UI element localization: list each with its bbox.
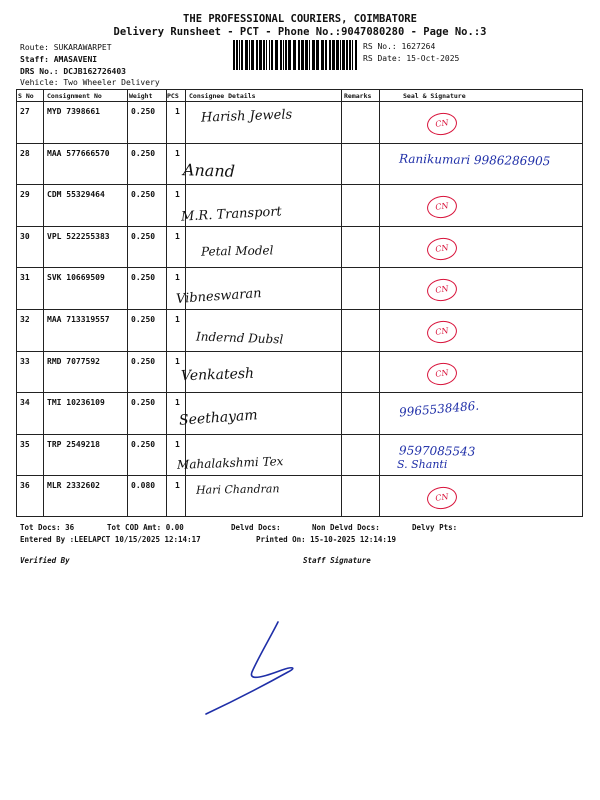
cn-stamp: CN	[426, 194, 459, 220]
drs-label: DRS No.:	[20, 67, 59, 76]
rs-date-label: RS Date:	[363, 54, 402, 63]
staff-label: Staff:	[20, 55, 49, 64]
receiver-name: S. Shanti	[397, 457, 448, 471]
barcode-icon	[233, 40, 359, 70]
serial-number: 31	[20, 273, 30, 283]
receiver-signature: 9965538486.	[398, 398, 480, 420]
vehicle-label: Vehicle:	[20, 78, 59, 87]
col-header-seal-signature: Seal & Signature	[403, 92, 466, 100]
staff-line	[20, 55, 97, 64]
table-row	[17, 101, 582, 143]
weight-value: 0.250	[131, 190, 156, 200]
printed-on: Printed On: 15-10-2025 12:14:19	[256, 535, 396, 544]
consignment-number: RMD 7077592	[47, 356, 100, 366]
tot-cod-amount: Tot COD Amt: 0.00	[107, 523, 184, 532]
weight-value: 0.250	[131, 356, 156, 366]
non-delivered-docs: Non Delvd Docs:	[312, 523, 380, 532]
consignee-handwriting: Petal Model	[200, 243, 274, 259]
receiver-signature: Ranikumari 9986286905	[398, 151, 551, 168]
drs-value: DCJB162726403	[63, 67, 126, 76]
consignment-number: MAA 577666570	[47, 148, 110, 158]
vehicle-line	[20, 78, 160, 87]
consignee-handwriting: Mahalakshmi Tex	[176, 453, 284, 472]
pcs-value: 1	[175, 148, 180, 158]
receiver-signature: 9597085543	[398, 443, 476, 459]
pcs-value: 1	[175, 481, 180, 491]
weight-value: 0.250	[131, 315, 156, 324]
rs-no-value: 1627264	[401, 42, 436, 51]
serial-number: 32	[20, 315, 30, 324]
pcs-value: 1	[175, 398, 180, 408]
consignee-handwriting: Anand	[182, 159, 236, 181]
route-label: Route:	[20, 43, 49, 52]
cn-stamp: CN	[426, 485, 459, 511]
pcs-value: 1	[175, 315, 180, 324]
serial-number: 30	[20, 231, 30, 241]
delivery-points: Delvy Pts:	[412, 523, 458, 532]
consignee-handwriting: Vibneswaran	[175, 286, 263, 308]
col-header-pcs: PCS	[167, 92, 179, 100]
pcs-value: 1	[175, 273, 180, 283]
serial-number: 28	[20, 148, 30, 158]
weight-value: 0.250	[131, 439, 156, 449]
table-row	[17, 392, 582, 434]
rs-date-line	[363, 54, 459, 63]
pcs-value: 1	[175, 439, 180, 449]
table-row	[17, 226, 582, 268]
consignee-handwriting: M.R. Transport	[180, 204, 283, 225]
consignment-number: CDM 55329464	[47, 190, 105, 200]
table-row	[17, 309, 582, 351]
tot-docs: Tot Docs: 36	[20, 523, 75, 532]
cn-stamp: CN	[426, 236, 459, 262]
cn-stamp: CN	[426, 277, 459, 303]
entered-by: Entered By :LEELAPCT 10/15/2025 12:14:17	[20, 535, 201, 544]
table-row	[17, 267, 582, 309]
weight-value: 0.250	[131, 273, 156, 283]
route-line	[20, 43, 112, 52]
runsheet-table	[16, 89, 583, 517]
col-header-remarks: Remarks	[344, 92, 372, 100]
serial-number: 36	[20, 481, 30, 491]
staff-signature-scribble	[200, 610, 330, 720]
pcs-value: 1	[175, 190, 180, 200]
consignee-handwriting: Hari Chandran	[195, 482, 280, 498]
consignment-number: TRP 2549218	[47, 439, 100, 449]
weight-value: 0.250	[131, 231, 156, 241]
table-row	[17, 351, 582, 393]
consignment-number: MLR 2332602	[47, 481, 100, 491]
staff-signature-label: Staff Signature	[303, 556, 371, 565]
pcs-value: 1	[175, 231, 180, 241]
col-header-sno: S No	[18, 92, 34, 100]
consignee-handwriting: Harish Jewels	[200, 107, 293, 126]
serial-number: 33	[20, 356, 30, 366]
serial-number: 29	[20, 190, 30, 200]
staff-value: AMASAVENI	[53, 55, 98, 64]
route-value: SUKARAWARPET	[53, 43, 112, 52]
table-row	[17, 434, 582, 476]
cn-stamp: CN	[426, 111, 459, 137]
consignment-number: MYD 7398661	[47, 107, 100, 116]
rs-date-value: 15-Oct-2025	[406, 54, 460, 63]
weight-value: 0.250	[131, 398, 156, 408]
pcs-value: 1	[175, 107, 180, 116]
cn-stamp: CN	[426, 361, 459, 387]
rs-no-line	[363, 42, 435, 51]
drs-line	[20, 67, 126, 76]
runsheet-subtitle: Delivery Runsheet - PCT - Phone No.:9047080280 - Page No.:3	[113, 26, 487, 38]
serial-number: 35	[20, 439, 30, 449]
serial-number: 34	[20, 398, 30, 408]
pcs-value: 1	[175, 356, 180, 366]
table-row	[17, 475, 582, 517]
rs-no-label: RS No.:	[363, 42, 397, 51]
serial-number: 27	[20, 107, 30, 116]
company-title: THE PROFESSIONAL COURIERS, COIMBATORE	[183, 13, 417, 25]
vehicle-value: Two Wheeler Delivery	[63, 78, 160, 87]
consignment-number: VPL 522255383	[47, 231, 110, 241]
weight-value: 0.250	[131, 107, 156, 116]
table-row	[17, 143, 582, 185]
consignee-handwriting: Seethayam	[178, 407, 259, 429]
delivered-docs: Delvd Docs:	[231, 523, 281, 532]
consignment-number: SVK 10669509	[47, 273, 105, 283]
consignment-number: TMI 10236109	[47, 398, 105, 408]
weight-value: 0.080	[131, 481, 156, 491]
consignee-handwriting: Venkatesh	[180, 365, 255, 384]
consignment-number: MAA 713319557	[47, 315, 110, 324]
col-header-weight: Weight	[129, 92, 153, 100]
verified-by-label: Verified By	[20, 556, 70, 565]
consignee-handwriting: Indernd Dubsl	[195, 329, 284, 347]
col-header-consignment: Consignment No	[47, 92, 102, 100]
table-row	[17, 184, 582, 226]
col-header-consignee: Consignee Details	[189, 92, 256, 100]
weight-value: 0.250	[131, 148, 156, 158]
cn-stamp: CN	[426, 319, 459, 345]
